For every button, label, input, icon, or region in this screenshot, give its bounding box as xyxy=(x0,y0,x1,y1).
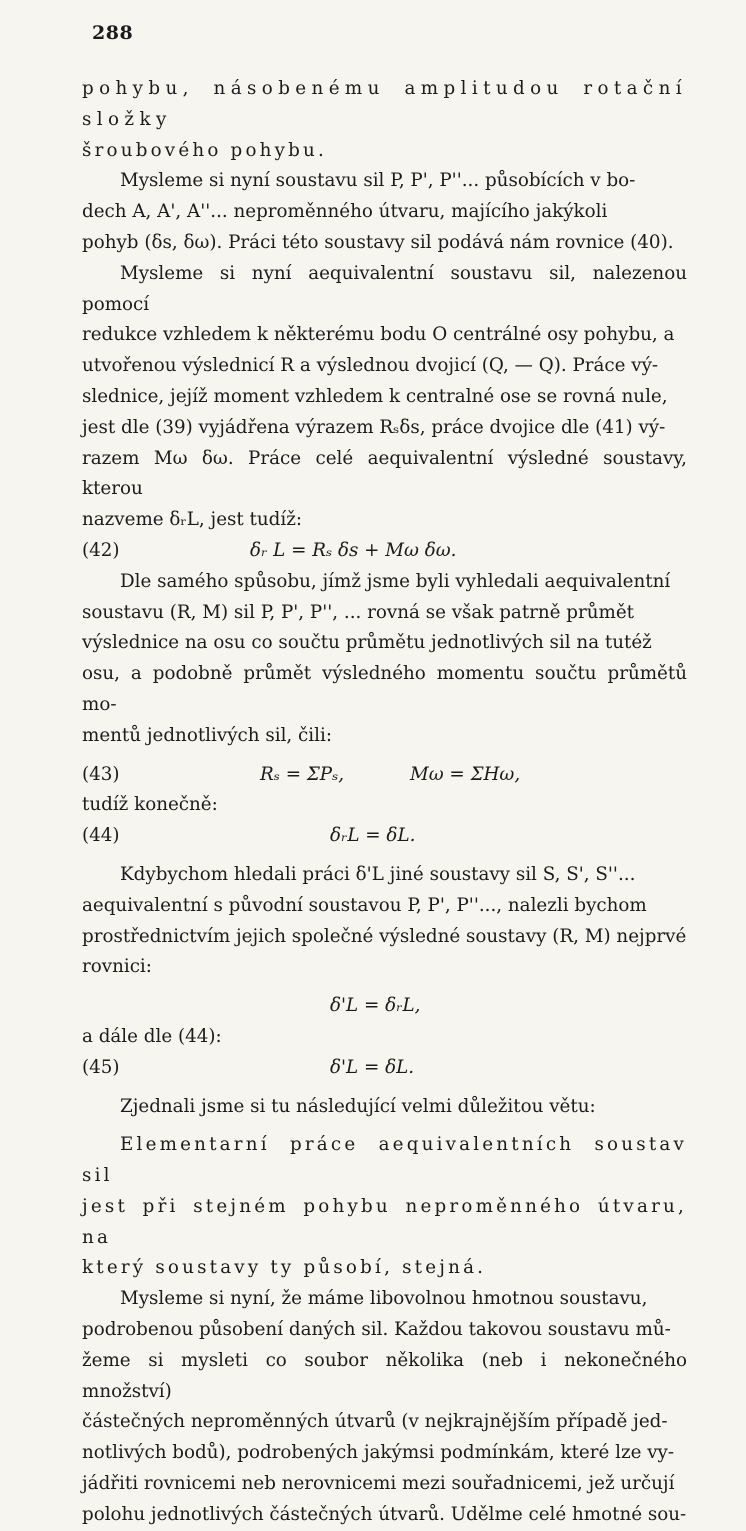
text-line: utvořenou výslednicí R a výslednou dvojicí (Q, — Q). Práce vý- xyxy=(82,355,659,377)
text-line: jádřiti rovnicemi neb nerovnicemi mezi souřadnicemi, jež určují xyxy=(82,1473,675,1495)
spacer xyxy=(82,1122,687,1130)
text-line: dech A, A', A''... neproměnného útvaru, majícího jakýkoli xyxy=(82,201,608,223)
spacer xyxy=(82,752,687,760)
text-line: notlivých bodů), podrobených jakýmsi podmínkám, které lze vy- xyxy=(82,1442,675,1464)
equation-number: (43) xyxy=(82,763,120,785)
equation-45 xyxy=(82,1053,687,1084)
equation-body: δᵣ L = Rₛ δs + Mω δω. xyxy=(250,539,457,561)
text-line: podrobenou působení daných sil. Každou takovou soustavu mů- xyxy=(82,1319,671,1341)
text-line: tudíž konečně: xyxy=(82,794,218,816)
equation-number: (44) xyxy=(82,825,120,847)
text-line: pohybu, násobenému amplitudou rotační složky xyxy=(82,78,687,130)
text-line: nazveme δᵣL, jest tudíž: xyxy=(82,509,303,531)
text-line: jest při stejném pohybu neproměnného útvaru, na xyxy=(82,1195,687,1248)
text-line: osu, a podobně průmět výsledného momentu součtu průmětů mo- xyxy=(82,663,687,715)
text-line: redukce vzhledem k některému bodu O centrálné osy pohybu, a xyxy=(82,324,675,346)
text-line: soustavu (R, M) sil P, P', P'', ... rovná se však patrně průmět xyxy=(82,601,635,623)
text-line: Elementarní práce aequivalentních soustav sil xyxy=(82,1134,687,1187)
text-line: Mysleme si nyní aequivalentní soustavu sil, nalezenou pomocí xyxy=(82,262,687,315)
equation-part: Mω = ΣHω, xyxy=(410,763,521,785)
spacer xyxy=(82,1084,687,1092)
equation-body: δ'L = δᵣL, xyxy=(330,995,421,1017)
text-line: výslednice na osu co součtu průmětu jednotlivých sil na tutéž xyxy=(82,632,652,654)
spacer xyxy=(82,852,687,860)
equation-44 xyxy=(82,821,687,852)
text-line: Mysleme si nyní, že máme libovolnou hmotnou soustavu, xyxy=(120,1288,648,1310)
text-line: Mysleme si nyní soustavu sil P, P', P''... působících v bo- xyxy=(120,170,636,192)
equation-part: Rₛ = ΣPₛ, xyxy=(260,763,345,785)
text-line: Zjednali jsme si tu následující velmi důležitou větu: xyxy=(120,1095,596,1117)
body-text xyxy=(82,74,687,1531)
text-line: a dále dle (44): xyxy=(82,1025,222,1047)
text-line: žeme si mysleti co soubor několika (neb i nekonečného množství) xyxy=(82,1349,687,1402)
text-line: Kdybychom hledali práci δ'L jiné soustavy sil S, S', S''... xyxy=(120,863,636,885)
equation-unnumbered xyxy=(82,991,687,1022)
spacer xyxy=(82,983,687,991)
text-line: šroubového pohybu. xyxy=(82,139,328,161)
equation-body: δ'L = δL. xyxy=(330,1056,415,1078)
text-line: razem Mω δω. Práce celé aequivalentní výsledné soustavy, kterou xyxy=(82,447,687,500)
text-line: aequivalentní s původní soustavou P, P', P''..., nalezli bychom xyxy=(82,894,647,916)
equation-42 xyxy=(82,536,687,567)
page-number: 288 xyxy=(92,22,134,44)
equation-number: (42) xyxy=(82,539,120,561)
text-line: slednice, jejíž moment vzhledem k centralné ose se rovná nule, xyxy=(82,385,668,407)
text-line: polohu jednotlivých částečných útvarů. Udělme celé hmotné sou- xyxy=(82,1503,687,1525)
equation-number: (45) xyxy=(82,1056,120,1078)
text-line: rovnici: xyxy=(82,956,152,978)
text-line: Dle samého spůsobu, jímž jsme byli vyhledali aequivalentní xyxy=(120,570,671,592)
text-line: jest dle (39) vyjádřena výrazem Rₛδs, práce dvojice dle (41) vý- xyxy=(82,416,666,438)
text-line: pohyb (δs, δω). Práci této soustavy sil podává nám rovnice (40). xyxy=(82,231,674,253)
text-line: prostřednictvím jejich společné výsledné soustavy (R, M) nejprvé xyxy=(82,925,687,947)
text-line: částečných neproměnných útvarů (v nejkrajnějším případě jed- xyxy=(82,1411,668,1433)
text-line: mentů jednotlivých sil, čili: xyxy=(82,724,332,746)
text-line: který soustavy ty působí, stejná. xyxy=(82,1257,487,1279)
equation-body: δᵣL = δL. xyxy=(330,825,416,847)
equation-43 xyxy=(82,760,687,791)
